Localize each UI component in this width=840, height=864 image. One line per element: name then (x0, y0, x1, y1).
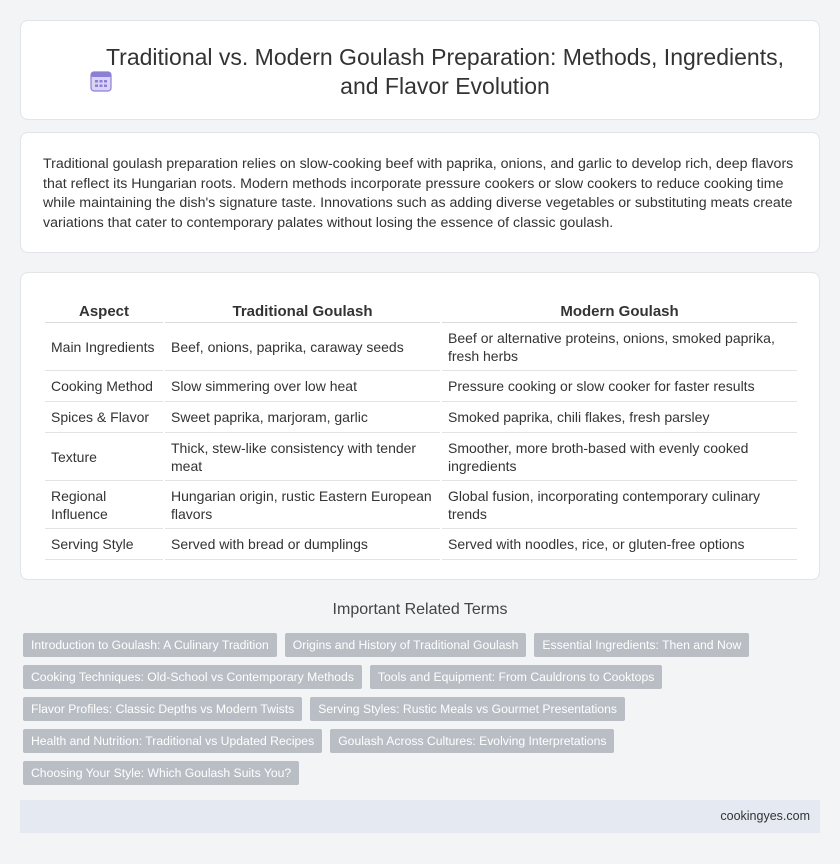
related-term-tag[interactable]: Choosing Your Style: Which Goulash Suits You? (23, 761, 299, 785)
table-header-row (45, 297, 797, 323)
intro-card (20, 132, 820, 253)
table-row (45, 529, 797, 560)
table-row (45, 481, 797, 529)
table-row (45, 371, 797, 402)
table-cell: Hungarian origin, rustic Eastern European flavors (165, 481, 440, 529)
table-cell: Serving Style (45, 529, 163, 560)
table-cell: Main Ingredients (45, 323, 163, 371)
footer-site-link[interactable]: cookingyes.com (720, 809, 810, 823)
column-header-aspect: Aspect (45, 297, 163, 323)
footer-bar (20, 800, 820, 833)
related-terms-list (23, 633, 813, 785)
table-cell: Texture (45, 433, 163, 481)
intro-paragraph: Traditional goulash preparation relies on slow-cooking beef with paprika, onions, and garlic to develop rich, deep flavors that reflect its Hungarian roots. Modern methods incorporate pressure cookers or slow cookers to reduce cooking time while maintaining the dish's signature taste. Innovations such as adding diverse vegetables or substituting meats create variations that cater to contemporary palates without losing the essence of classic goulash. (43, 156, 794, 231)
related-term-tag[interactable]: Origins and History of Traditional Goulash (285, 633, 527, 657)
table-row (45, 402, 797, 433)
related-term-tag[interactable]: Serving Styles: Rustic Meals vs Gourmet Presentations (310, 697, 625, 721)
table-cell: Beef or alternative proteins, onions, smoked paprika, fresh herbs (442, 323, 797, 371)
table-cell: Served with noodles, rice, or gluten-free options (442, 529, 797, 560)
related-term-tag[interactable]: Essential Ingredients: Then and Now (534, 633, 749, 657)
related-term-tag[interactable]: Cooking Techniques: Old-School vs Contemporary Methods (23, 665, 362, 689)
table-row (45, 433, 797, 481)
table-cell: Global fusion, incorporating contemporary culinary trends (442, 481, 797, 529)
related-term-tag[interactable]: Introduction to Goulash: A Culinary Tradition (23, 633, 277, 657)
related-term-tag[interactable]: Flavor Profiles: Classic Depths vs Modern Twists (23, 697, 302, 721)
calendar-icon (89, 69, 113, 93)
table-cell: Smoother, more broth-based with evenly cooked ingredients (442, 433, 797, 481)
related-terms-heading: Important Related Terms (332, 601, 508, 618)
comparison-table (43, 297, 799, 560)
table-cell: Cooking Method (45, 371, 163, 402)
table-cell: Slow simmering over low heat (165, 371, 440, 402)
header-card (20, 20, 820, 120)
table-row (45, 323, 797, 371)
related-term-tag[interactable]: Health and Nutrition: Traditional vs Updated Recipes (23, 729, 322, 753)
table-cell: Served with bread or dumplings (165, 529, 440, 560)
table-cell: Sweet paprika, marjoram, garlic (165, 402, 440, 433)
title-wrap (61, 43, 799, 101)
table-cell: Spices & Flavor (45, 402, 163, 433)
table-cell: Regional Influence (45, 481, 163, 529)
table-cell: Thick, stew-like consistency with tender meat (165, 433, 440, 481)
column-header-modern: Modern Goulash (442, 297, 797, 323)
related-term-tag[interactable]: Goulash Across Cultures: Evolving Interpretations (330, 729, 614, 753)
column-header-traditional: Traditional Goulash (165, 297, 440, 323)
related-term-tag[interactable]: Tools and Equipment: From Cauldrons to Cooktops (370, 665, 662, 689)
page-title: Traditional vs. Modern Goulash Preparation: Methods, Ingredients, and Flavor Evolution (105, 44, 784, 99)
table-cell: Smoked paprika, chili flakes, fresh parsley (442, 402, 797, 433)
table-cell: Pressure cooking or slow cooker for faster results (442, 371, 797, 402)
table-cell: Beef, onions, paprika, caraway seeds (165, 323, 440, 371)
comparison-table-card (20, 272, 820, 580)
